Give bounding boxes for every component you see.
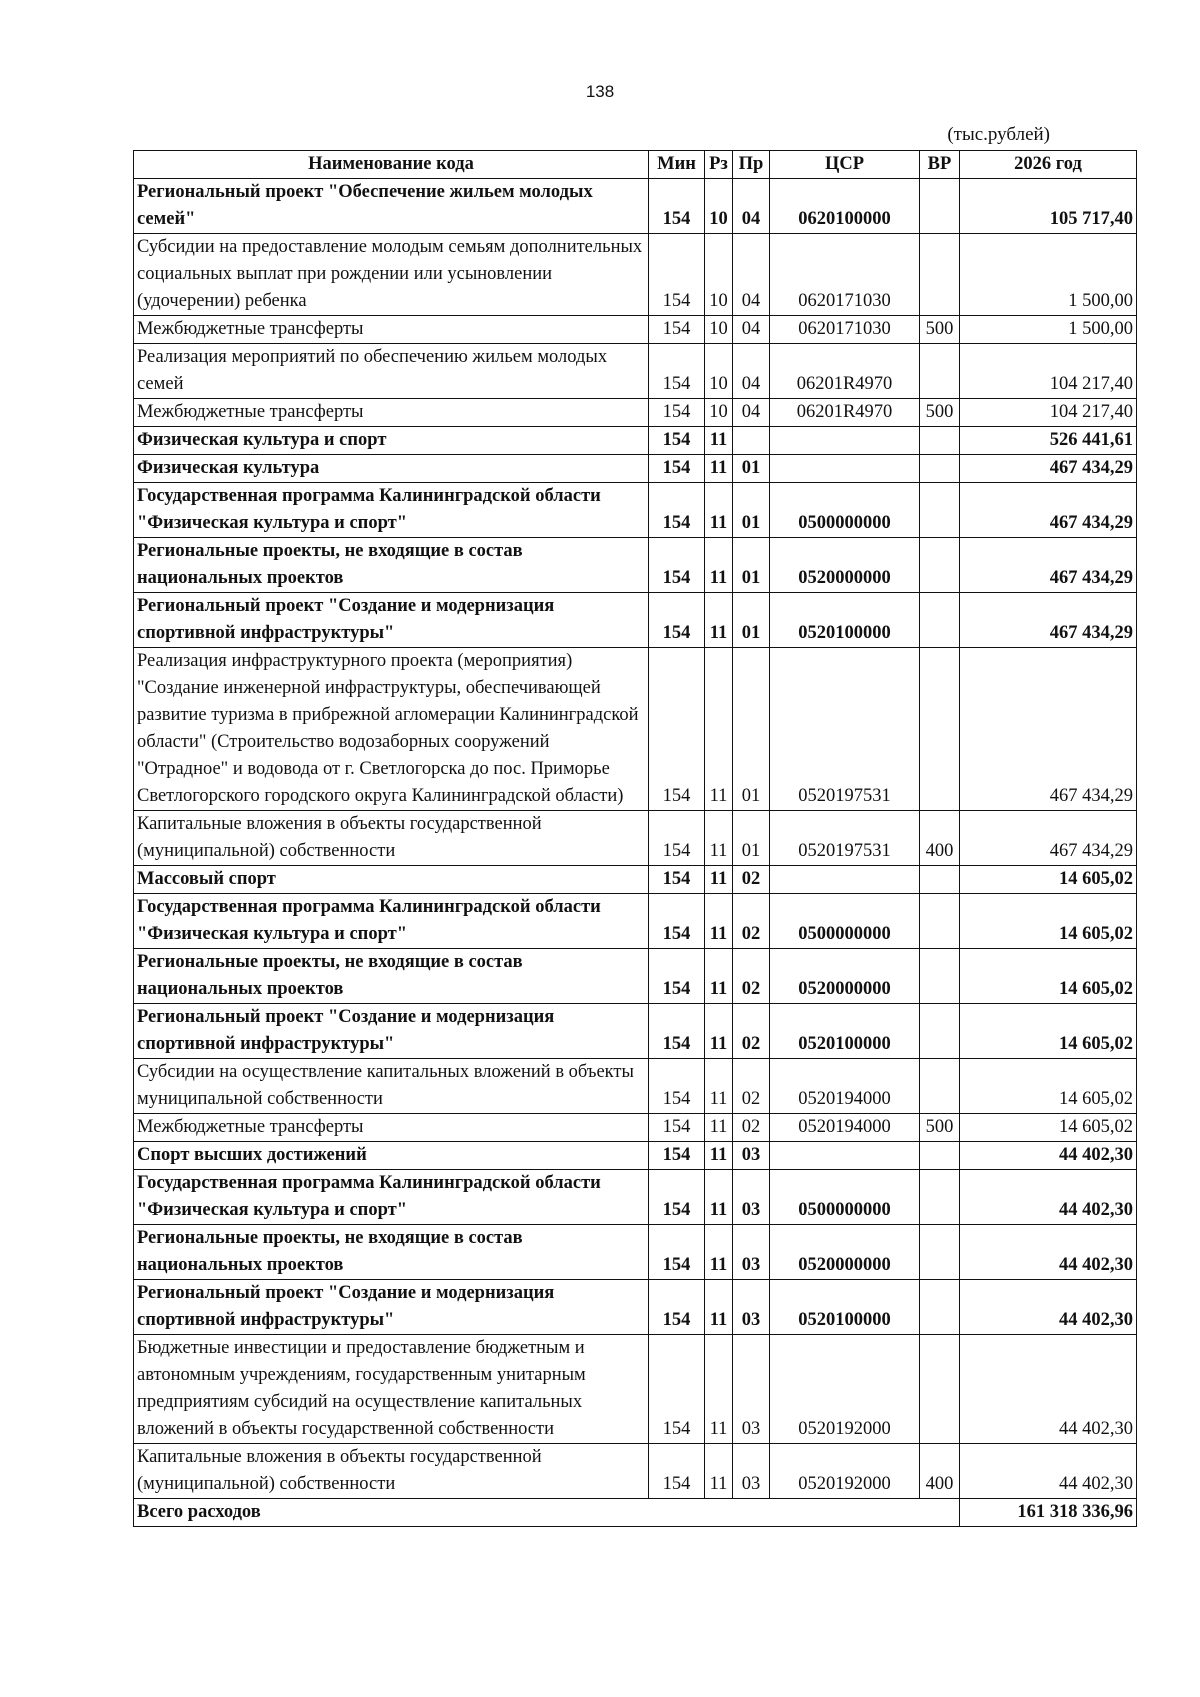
cell-name: Межбюджетные трансферты (134, 316, 649, 344)
table-row (134, 538, 1137, 593)
cell-min: 154 (649, 427, 705, 455)
cell-amount: 467 434,29 (960, 483, 1137, 538)
table-row (134, 483, 1137, 538)
cell-pr: 04 (733, 399, 770, 427)
cell-amount: 526 441,61 (960, 427, 1137, 455)
cell-name: Реализация мероприятий по обеспечению жильем молодых семей (134, 344, 649, 399)
cell-pr: 01 (733, 455, 770, 483)
cell-amount: 1 500,00 (960, 234, 1137, 316)
cell-csr: 0500000000 (770, 1170, 920, 1225)
cell-name: Государственная программа Калининградской области "Физическая культура и спорт" (134, 894, 649, 949)
cell-min: 154 (649, 866, 705, 894)
cell-name: Межбюджетные трансферты (134, 399, 649, 427)
cell-pr: 04 (733, 344, 770, 399)
table-row (134, 1280, 1137, 1335)
table-row (134, 1142, 1137, 1170)
cell-vr (920, 1335, 960, 1444)
table-row (134, 455, 1137, 483)
cell-min: 154 (649, 1335, 705, 1444)
cell-name: Региональный проект "Создание и модернизация спортивной инфраструктуры" (134, 593, 649, 648)
table-row (134, 1004, 1137, 1059)
cell-min: 154 (649, 399, 705, 427)
cell-min: 154 (649, 344, 705, 399)
cell-pr: 03 (733, 1280, 770, 1335)
cell-amount: 14 605,02 (960, 1004, 1137, 1059)
cell-amount: 44 402,30 (960, 1170, 1137, 1225)
cell-rz: 11 (705, 866, 733, 894)
cell-csr: 0500000000 (770, 483, 920, 538)
cell-vr (920, 593, 960, 648)
cell-min: 154 (649, 1142, 705, 1170)
cell-vr (920, 483, 960, 538)
cell-vr (920, 648, 960, 811)
total-row (134, 1499, 1137, 1527)
cell-rz: 11 (705, 1114, 733, 1142)
cell-name: Капитальные вложения в объекты государственной (муниципальной) собственности (134, 1444, 649, 1499)
header-rz: Рз (705, 151, 733, 179)
cell-csr: 0520100000 (770, 593, 920, 648)
cell-amount: 1 500,00 (960, 316, 1137, 344)
cell-csr (770, 1142, 920, 1170)
cell-pr: 04 (733, 234, 770, 316)
cell-rz: 11 (705, 811, 733, 866)
cell-csr: 0520197531 (770, 648, 920, 811)
cell-name: Региональные проекты, не входящие в состав национальных проектов (134, 538, 649, 593)
cell-pr: 02 (733, 866, 770, 894)
cell-amount: 44 402,30 (960, 1335, 1137, 1444)
cell-pr (733, 427, 770, 455)
cell-pr: 03 (733, 1225, 770, 1280)
cell-amount: 467 434,29 (960, 648, 1137, 811)
cell-csr: 0500000000 (770, 894, 920, 949)
cell-name: Субсидии на предоставление молодым семьям дополнительных социальных выплат при рождении или усыновлении (удочерении) ребенка (134, 234, 649, 316)
cell-min: 154 (649, 1280, 705, 1335)
cell-name: Массовый спорт (134, 866, 649, 894)
table-row (134, 866, 1137, 894)
cell-amount: 467 434,29 (960, 538, 1137, 593)
cell-min: 154 (649, 1059, 705, 1114)
cell-name: Реализация инфраструктурного проекта (мероприятия) "Создание инженерной инфраструктуры, обеспечивающей развитие туризма в прибрежной агломерации Калининградской области" (Строительство водозаборных сооружений "Отрадное" и водовода от г. Светлогорска до пос. Приморье Светлогорского городского округа Калининградской области) (134, 648, 649, 811)
cell-amount: 44 402,30 (960, 1225, 1137, 1280)
cell-csr: 0520192000 (770, 1444, 920, 1499)
cell-pr: 02 (733, 894, 770, 949)
cell-csr: 0520194000 (770, 1059, 920, 1114)
cell-name: Субсидии на осуществление капитальных вложений в объекты муниципальной собственности (134, 1059, 649, 1114)
cell-pr: 02 (733, 949, 770, 1004)
cell-pr: 04 (733, 179, 770, 234)
cell-amount: 44 402,30 (960, 1280, 1137, 1335)
total-amount: 161 318 336,96 (960, 1499, 1137, 1527)
header-min: Мин (649, 151, 705, 179)
cell-min: 154 (649, 593, 705, 648)
cell-rz: 11 (705, 1444, 733, 1499)
cell-pr: 01 (733, 648, 770, 811)
table-row (134, 949, 1137, 1004)
cell-csr (770, 455, 920, 483)
cell-name: Региональные проекты, не входящие в состав национальных проектов (134, 949, 649, 1004)
header-year: 2026 год (960, 151, 1137, 179)
header-csr: ЦСР (770, 151, 920, 179)
cell-vr (920, 427, 960, 455)
cell-rz: 11 (705, 1225, 733, 1280)
cell-pr: 03 (733, 1170, 770, 1225)
cell-rz: 11 (705, 949, 733, 1004)
cell-amount: 44 402,30 (960, 1142, 1137, 1170)
cell-vr: 400 (920, 1444, 960, 1499)
cell-rz: 10 (705, 234, 733, 316)
cell-rz: 11 (705, 593, 733, 648)
cell-pr: 02 (733, 1114, 770, 1142)
cell-min: 154 (649, 648, 705, 811)
table-row (134, 399, 1137, 427)
page-number: 138 (585, 82, 615, 101)
cell-pr: 03 (733, 1142, 770, 1170)
header-name: Наименование кода (134, 151, 649, 179)
cell-rz: 11 (705, 455, 733, 483)
cell-amount: 467 434,29 (960, 455, 1137, 483)
cell-min: 154 (649, 538, 705, 593)
cell-vr (920, 455, 960, 483)
cell-pr: 01 (733, 483, 770, 538)
cell-vr: 500 (920, 316, 960, 344)
cell-vr: 500 (920, 399, 960, 427)
cell-vr (920, 1280, 960, 1335)
cell-pr: 03 (733, 1335, 770, 1444)
table-row (134, 648, 1137, 811)
cell-rz: 10 (705, 316, 733, 344)
cell-min: 154 (649, 483, 705, 538)
cell-csr: 0520000000 (770, 1225, 920, 1280)
table-body (134, 179, 1137, 1499)
table-row (134, 1170, 1137, 1225)
cell-rz: 10 (705, 344, 733, 399)
cell-csr: 06201R4970 (770, 344, 920, 399)
cell-vr (920, 1225, 960, 1280)
cell-amount: 105 717,40 (960, 179, 1137, 234)
cell-rz: 11 (705, 1059, 733, 1114)
cell-pr: 02 (733, 1059, 770, 1114)
cell-csr: 06201R4970 (770, 399, 920, 427)
cell-amount: 14 605,02 (960, 866, 1137, 894)
cell-min: 154 (649, 234, 705, 316)
cell-csr: 0520194000 (770, 1114, 920, 1142)
cell-name: Физическая культура (134, 455, 649, 483)
cell-vr: 400 (920, 811, 960, 866)
cell-rz: 11 (705, 1170, 733, 1225)
cell-vr (920, 538, 960, 593)
cell-rz: 11 (705, 648, 733, 811)
table-row (134, 1225, 1137, 1280)
cell-amount: 104 217,40 (960, 344, 1137, 399)
cell-name: Межбюджетные трансферты (134, 1114, 649, 1142)
cell-min: 154 (649, 894, 705, 949)
cell-vr (920, 1004, 960, 1059)
cell-amount: 104 217,40 (960, 399, 1137, 427)
cell-min: 154 (649, 179, 705, 234)
cell-vr (920, 949, 960, 1004)
cell-vr (920, 894, 960, 949)
cell-amount: 44 402,30 (960, 1444, 1137, 1499)
cell-amount: 14 605,02 (960, 1114, 1137, 1142)
cell-name: Региональный проект "Создание и модернизация спортивной инфраструктуры" (134, 1004, 649, 1059)
cell-csr: 0520000000 (770, 949, 920, 1004)
cell-csr: 0520000000 (770, 538, 920, 593)
cell-pr: 02 (733, 1004, 770, 1059)
cell-vr (920, 234, 960, 316)
cell-vr (920, 344, 960, 399)
table-row (134, 316, 1137, 344)
cell-min: 154 (649, 1114, 705, 1142)
cell-name: Капитальные вложения в объекты государственной (муниципальной) собственности (134, 811, 649, 866)
cell-name: Спорт высших достижений (134, 1142, 649, 1170)
table-row (134, 593, 1137, 648)
table-row (134, 811, 1137, 866)
cell-name: Региональный проект "Обеспечение жильем молодых семей" (134, 179, 649, 234)
table-row (134, 427, 1137, 455)
cell-min: 154 (649, 316, 705, 344)
cell-rz: 11 (705, 894, 733, 949)
table-header-row (134, 151, 1137, 179)
cell-csr: 0520100000 (770, 1280, 920, 1335)
cell-vr: 500 (920, 1114, 960, 1142)
table-row (134, 1059, 1137, 1114)
header-pr: Пр (733, 151, 770, 179)
table-row (134, 894, 1137, 949)
cell-name: Государственная программа Калининградской области "Физическая культура и спорт" (134, 1170, 649, 1225)
cell-csr: 0620100000 (770, 179, 920, 234)
cell-vr (920, 866, 960, 894)
cell-pr: 01 (733, 811, 770, 866)
cell-min: 154 (649, 1004, 705, 1059)
cell-min: 154 (649, 949, 705, 1004)
cell-name: Региональный проект "Создание и модернизация спортивной инфраструктуры" (134, 1280, 649, 1335)
cell-csr: 0620171030 (770, 234, 920, 316)
cell-rz: 10 (705, 399, 733, 427)
cell-rz: 11 (705, 1004, 733, 1059)
table-row (134, 1444, 1137, 1499)
cell-amount: 14 605,02 (960, 1059, 1137, 1114)
table-row (134, 234, 1137, 316)
cell-rz: 11 (705, 1335, 733, 1444)
cell-vr (920, 1059, 960, 1114)
cell-amount: 467 434,29 (960, 811, 1137, 866)
cell-min: 154 (649, 1170, 705, 1225)
table-row (134, 179, 1137, 234)
cell-min: 154 (649, 811, 705, 866)
cell-name: Бюджетные инвестиции и предоставление бюджетным и автономным учреждениям, государственным унитарным предприятиям субсидий на осуществление капитальных вложений в объекты государственной собственности (134, 1335, 649, 1444)
cell-csr (770, 427, 920, 455)
cell-rz: 10 (705, 179, 733, 234)
cell-rz: 11 (705, 1280, 733, 1335)
cell-rz: 11 (705, 538, 733, 593)
cell-vr (920, 1170, 960, 1225)
cell-csr: 0520192000 (770, 1335, 920, 1444)
table-row (134, 1335, 1137, 1444)
cell-csr (770, 866, 920, 894)
budget-table (133, 150, 1137, 1527)
header-vr: ВР (920, 151, 960, 179)
cell-pr: 03 (733, 1444, 770, 1499)
cell-pr: 01 (733, 593, 770, 648)
cell-amount: 14 605,02 (960, 894, 1137, 949)
cell-csr: 0620171030 (770, 316, 920, 344)
cell-rz: 11 (705, 427, 733, 455)
cell-vr (920, 179, 960, 234)
cell-name: Физическая культура и спорт (134, 427, 649, 455)
table-row (134, 1114, 1137, 1142)
cell-min: 154 (649, 1225, 705, 1280)
total-label: Всего расходов (134, 1499, 960, 1527)
cell-csr: 0520100000 (770, 1004, 920, 1059)
cell-pr: 04 (733, 316, 770, 344)
cell-name: Региональные проекты, не входящие в состав национальных проектов (134, 1225, 649, 1280)
cell-csr: 0520197531 (770, 811, 920, 866)
units-note: (тыс.рублей) (947, 124, 1050, 145)
cell-rz: 11 (705, 1142, 733, 1170)
cell-vr (920, 1142, 960, 1170)
cell-min: 154 (649, 1444, 705, 1499)
cell-min: 154 (649, 455, 705, 483)
cell-name: Государственная программа Калининградской области "Физическая культура и спорт" (134, 483, 649, 538)
cell-rz: 11 (705, 483, 733, 538)
cell-pr: 01 (733, 538, 770, 593)
cell-amount: 467 434,29 (960, 593, 1137, 648)
table-row (134, 344, 1137, 399)
cell-amount: 14 605,02 (960, 949, 1137, 1004)
